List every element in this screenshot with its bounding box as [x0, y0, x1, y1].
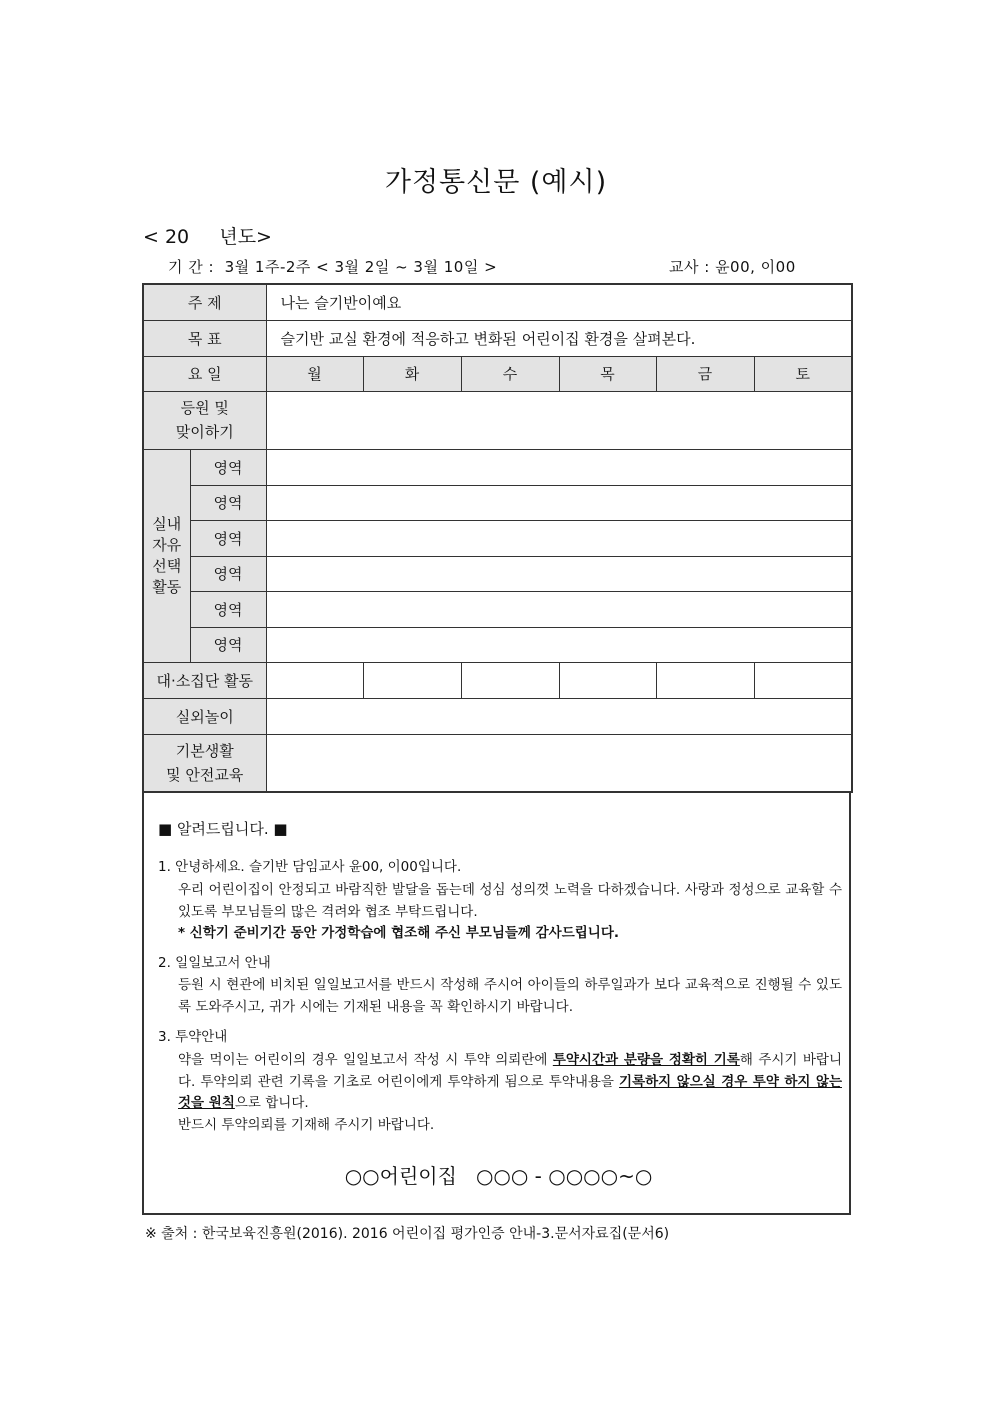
outdoor-play-content	[266, 698, 852, 734]
group-activity-cell	[559, 662, 656, 698]
notice-item-3-text-b: 해 주시기 바랍니다. 투약의뢰 관련 기록을 기초로 어린이에게 투약하게 됨으로 투약내용을	[178, 1052, 842, 1090]
year-label: < 20 년도>	[143, 226, 272, 248]
basic-life-label	[143, 734, 266, 792]
area-label: 영역	[190, 449, 266, 485]
arrival-label-line2: 맞이하기	[175, 423, 234, 441]
area-content	[266, 485, 852, 520]
basic-life-content	[266, 734, 852, 792]
area-content	[266, 449, 852, 485]
notice-item-3-text-c: 으로 합니다.	[234, 1095, 309, 1111]
day-sat: 토	[754, 356, 852, 391]
day-tue: 화	[363, 356, 461, 391]
teacher-text: 교사 : 윤00, 이00	[669, 258, 796, 276]
area-label: 영역	[190, 556, 266, 591]
notice-item-3-text-a: 약을 먹이는 어린이의 경우 일일보고서 작성 시 투약 의뢰란에	[178, 1052, 553, 1068]
group-activity-cell	[656, 662, 754, 698]
area-label: 영역	[190, 627, 266, 662]
free-play-line2: 자유	[152, 535, 182, 554]
group-activity-cell	[754, 662, 852, 698]
notice-item-2-title: 2. 일일보고서 안내	[158, 955, 271, 971]
notice-item-3-title: 3. 투약안내	[158, 1029, 228, 1045]
group-activity-cell	[461, 662, 559, 698]
notice-box	[142, 792, 851, 1215]
goal-label: 목 표	[143, 320, 266, 356]
day-label: 요 일	[143, 356, 266, 391]
day-thu: 목	[559, 356, 656, 391]
basic-life-line1: 기본생활	[175, 741, 234, 760]
document-title: 가정통신문 (예시)	[384, 167, 608, 198]
free-play-line4: 활동	[152, 577, 182, 596]
group-activity-cell	[266, 662, 363, 698]
notice-item-3-underline-b: 기록하지 않으실 경우 투약 하지 않는 것을 원칙	[178, 1073, 842, 1111]
free-play-line3: 선택	[152, 556, 182, 575]
notice-item-1-bold: * 신학기 준비기간 동안 가정학습에 협조해 주신 부모님들께 감사드립니다.	[178, 925, 620, 941]
outdoor-play-label: 실외놀이	[143, 698, 266, 734]
weekly-plan-table	[142, 283, 853, 793]
notice-item-1-body: 우리 어린이집이 안정되고 바람직한 발달을 돕는데 성심 성의껏 노력을 다하겠습니다. 사랑과 정성으로 교육할 수 있도록 부모님들의 많은 격려와 협조 부탁드립니다.	[178, 882, 842, 920]
period-text: 기 간 : 3월 1주-2주 < 3월 2일 ~ 3월 10일 >	[168, 258, 498, 276]
arrival-label	[143, 391, 266, 449]
area-content	[266, 627, 852, 662]
notice-heading: ■ 알려드립니다. ■	[158, 820, 288, 838]
free-play-label	[143, 449, 190, 662]
area-label: 영역	[190, 485, 266, 520]
area-label: 영역	[190, 520, 266, 556]
notice-item-3-text-d: 반드시 투약의뢰를 기재해 주시기 바랍니다.	[178, 1116, 435, 1133]
notice-item-2-body: 등원 시 현관에 비치된 일일보고서를 반드시 작성해 주시어 아이들의 하루일과가 보다 교육적으로 진행될 수 있도록 도와주시고, 귀가 시에는 기재된 내용을 꼭 확인하시기 바랍니다.	[178, 977, 842, 1015]
daycare-name-phone: ○○어린이집 ○○○ - ○○○○~○	[344, 1164, 653, 1188]
day-wed: 수	[461, 356, 559, 391]
area-content	[266, 556, 852, 591]
group-activity-cell	[363, 662, 461, 698]
goal-value: 슬기반 교실 환경에 적응하고 변화된 어린이집 환경을 살펴본다.	[266, 320, 852, 356]
group-activity-label: 대·소집단 활동	[143, 662, 266, 698]
topic-label: 주 제	[143, 284, 266, 320]
area-content	[266, 520, 852, 556]
day-mon: 월	[266, 356, 363, 391]
notice-item-1-title: 1. 안녕하세요. 슬기반 담임교사 윤00, 이00입니다.	[158, 859, 462, 875]
area-content	[266, 591, 852, 627]
arrival-content	[266, 391, 852, 449]
arrival-label-line1: 등원 및	[180, 399, 229, 417]
area-label: 영역	[190, 591, 266, 627]
day-fri: 금	[656, 356, 754, 391]
basic-life-line2: 및 안전교육	[166, 765, 244, 784]
free-play-line1: 실내	[152, 514, 182, 533]
topic-value: 나는 슬기반이예요	[266, 284, 852, 320]
notice-item-3-underline-a: 투약시간과 분량을 정확히 기록	[552, 1052, 740, 1068]
notice-item-3-body	[178, 1050, 842, 1136]
source-citation: ※ 출처 : 한국보육진흥원(2016). 2016 어린이집 평가인증 안내-3.문서자료집(문서6)	[145, 1226, 670, 1242]
